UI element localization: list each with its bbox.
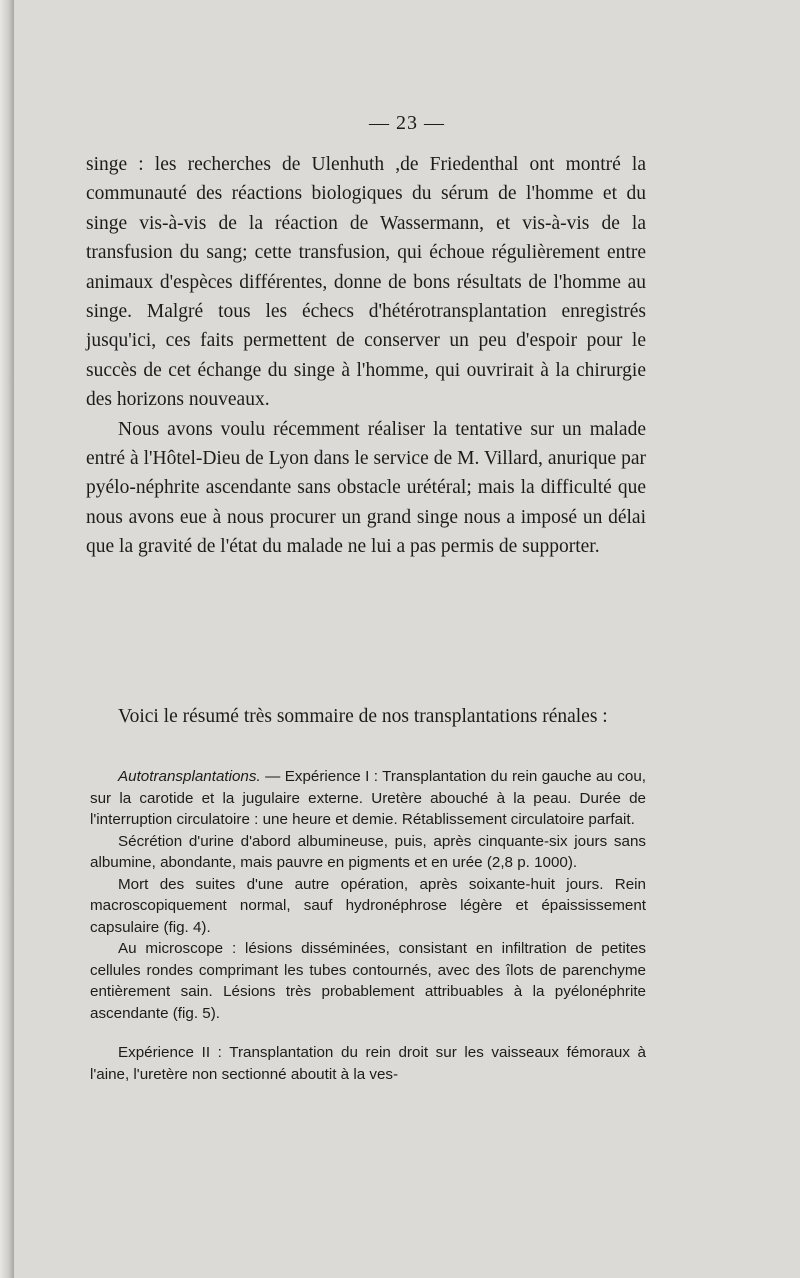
experiment-1-text: — Expérience I : Transplantation du rein gauche au cou, sur la carotide et la jugulaire externe. Uretère abouché à la peau. Durée de l'interruption circulatoire : une heure et demie. Rétablissement circulatoire parfait. [90,768,646,828]
experiment-1-death: Mort des suites d'une autre opération, après soixante-huit jours. Rein macroscopiquement normal, sauf hydronéphrose légère et épaississement capsulaire (fig. 4). [90,875,646,936]
book-page [14,0,800,1278]
experiment-1-secretion: Sécrétion d'urine d'abord albumineuse, puis, après cinquante-six jours sans albumine, abondante, mais pauvre en pigments et en urée (2,8 p. 1000). [90,832,646,871]
page-left-edge [0,0,14,1278]
experiment-2: Expérience II : Transplantation du rein droit sur les vaisseaux fémoraux à l'aine, l'uretère non sectionné aboutit à la ves- [90,1044,646,1083]
main-text [86,150,646,562]
paragraph-1: singe : les recherches de Ulenhuth ,de Friedenthal ont montré la communauté des réactions biologiques du sérum de l'homme et du singe vis-à-vis de la réaction de Wassermann, et vis-à-vis de la transfusion du sang; cette transfusion, qui échoue régulièrement entre animaux d'espèces différentes, donne de bons résultats de l'homme au singe. Malgré tous les échecs d'hétérotransplantation enregistrés jusqu'ici, ces faits permettent de conserver un peu d'espoir pour le succès de cet échange du singe à l'homme, qui ouvrirait à la chirurgie des horizons nouveaux. [86,154,646,411]
experiment-1-heading: Autotransplantations. [118,768,261,785]
experiment-1 [90,766,646,831]
page-number: — 23 — [369,112,445,134]
paragraph-2: Nous avons voulu récemment réaliser la tentative sur un malade entré à l'Hôtel-Dieu de Lyon dans le service de M. Villard, anurique par pyélo-néphrite ascendante sans obstacle urétéral; mais la difficulté que nous avons eue à nous procurer un grand singe nous a imposé un délai que la gravité de l'état du malade ne lui a pas permis de supporter. [86,418,646,558]
section-gap [90,1024,646,1042]
experiments-section [90,766,646,1085]
summary-intro: Voici le résumé très sommaire de nos transplantations rénales : [118,706,608,727]
experiment-1-microscope: Au microscope : lésions disséminées, consistant en infiltration de petites cellules rondes comprimant les tubes contournés, avec des îlots de parenchyme entièrement sain. Lésions très probablement attribuables à la pyélonéphrite ascendante (fig. 5). [90,940,646,1022]
